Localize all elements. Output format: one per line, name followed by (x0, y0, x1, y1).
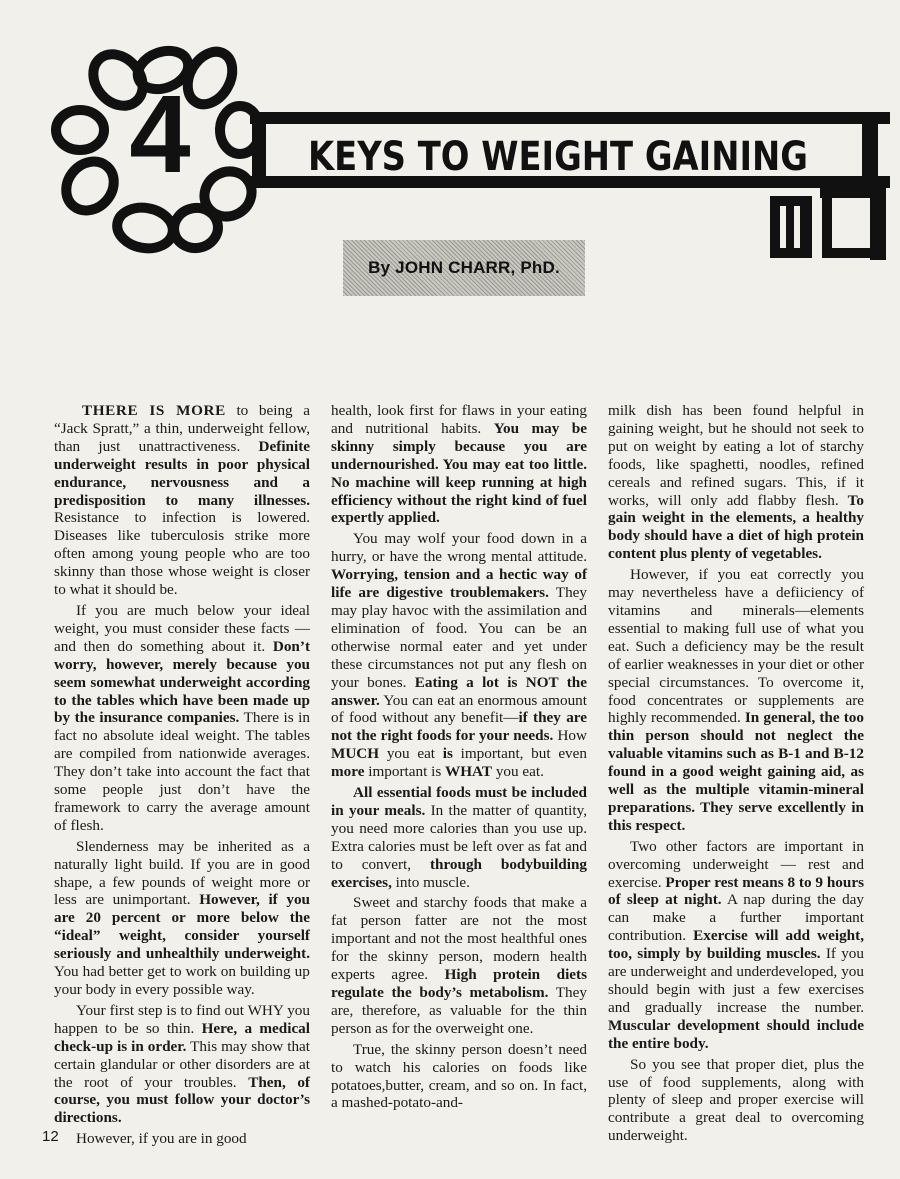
paragraph: milk dish has been found helpful in gaining weight, but he should not seek to put on weight by eating a lot of starchy foods, like spaghetti, noodles, refined cereals and refined sugars. This, if it works, will only add flabby flesh. To gain weight in the elements, a healthy body should have a diet of high protein content plus plenty of vegetables. (608, 402, 864, 563)
key-number: 4 (129, 73, 191, 196)
paragraph: Two other factors are important in overcoming underweight — rest and exercise. Proper rest means 8 to 9 hours of sleep at night. A nap during the day can make a further important contribution. Exercise will add weight, too, simply by building muscles. If you are underweight and underdeveloped, you should begin with just a few exercises and gradually increase the number. Muscular development should include the entire body. (608, 837, 865, 1052)
byline-box (343, 240, 585, 296)
page-number: 12 (42, 1128, 59, 1145)
paragraph: However, if you are in good (76, 1130, 247, 1148)
paragraph: However, if you eat correctly you may nevertheless have a defiiciency of vitamins and minerals—elements essential to making full use of what you eat. Such a deficiency may be the result of earlier weaknesses in your diet or other special circumstances. To overcome it, food concentrates or supplements are highly recommended. In general, the too thin person should not neglect the valuable vitamins such as B-1 and B-12 found in a good weight gaining aid, as well as the multiple vitamin-mineral preparations. They serve excellently in this respect. (608, 566, 864, 834)
paragraph: So you see that proper diet, plus the use of food supplements, along with plenty of sleep and proper exercise will contribute a great deal to overcoming underweight. (608, 1055, 864, 1145)
byline: By JOHN CHARR, PhD. (368, 258, 560, 277)
article-column-1 (54, 402, 310, 1151)
paragraph: If you are much below your ideal weight, you must consider these facts — and then do something about it. Don’t worry, however, merely because you seem somewhat underweight according to the tables which have been made up by the insurance companies. There is in fact no absolute ideal weight. The tables are compiled from nationwide averages. They don’t take into account the fact that some people just don’t have the framework to carry the average amount of flesh. (54, 601, 310, 834)
article-column-3 (608, 402, 864, 1148)
article-title: KEYS TO WEIGHT GAINING (308, 134, 808, 180)
paragraph: health, look first for flaws in your eating and nutritional habits. You may be skinny simply because you are undernourished. You may eat too little. No machine will keep running at high efficiency without the right kind of fuel expertly applied. (331, 402, 587, 527)
paragraph: True, the skinny person doesn’t need to watch his calories on foods like potatoes,butter, cream, and so on. In fact, a mashed-potato-and- (331, 1040, 587, 1112)
paragraph: Sweet and starchy foods that make a fat person fatter are not the most important and not the most healthful ones for the skinny person, modern health experts agree. High protein diets regulate the body’s metabolism. They are, therefore, as valuable for the thin person as for the overweight one. (331, 894, 588, 1037)
paragraph: All essential foods must be included in your meals. In the matter of quantity, you need more calories than you use up. Extra calories must be left over as fat and to convert, through bodybuilding exercises, into muscle. (331, 784, 587, 891)
paragraph: Your first step is to find out WHY you happen to be so thin. Here, a medical check-up is in order. This may show that certain glandular or other disorders are at the root of your troubles. Then, of course, you must follow your doctor’s directions. (54, 1001, 310, 1127)
paragraph: THERE IS MORE to being a “Jack Spratt,” a thin, underweight fellow, than just unattractiveness. Definite underweight results in poor physical endurance, nervousness and a predisposition to many illnesses. Resistance to infection is lowered. Diseases like tuberculosis strike more often among young people who are too skinny than those whose weight is closer to what it should be. (54, 402, 310, 599)
article-column-2 (331, 402, 587, 1115)
paragraph: You may wolf your food down in a hurry, or have the wrong mental attitude. Worrying, tension and a hectic way of life are digestive troublemakers. They may play havoc with the assimilation and elimination of food. You can be an otherwise normal eater and yet under these circumstances not put any flesh on your bones. Eating a lot is NOT the answer. You can eat an enormous amount of food without any benefit—if they are not the right foods for your needs. How MUCH you eat is important, but even more important is WHAT you eat. (331, 530, 588, 781)
paragraph: Slenderness may be inherited as a naturally light build. If you are in good shape, a few pounds of weight more or less are unimportant. However, if you are 20 percent or more below the “ideal” weight, consider yourself seriously and unhealthily underweight. You had better get to work on building up your body in every possible way. (54, 837, 310, 998)
